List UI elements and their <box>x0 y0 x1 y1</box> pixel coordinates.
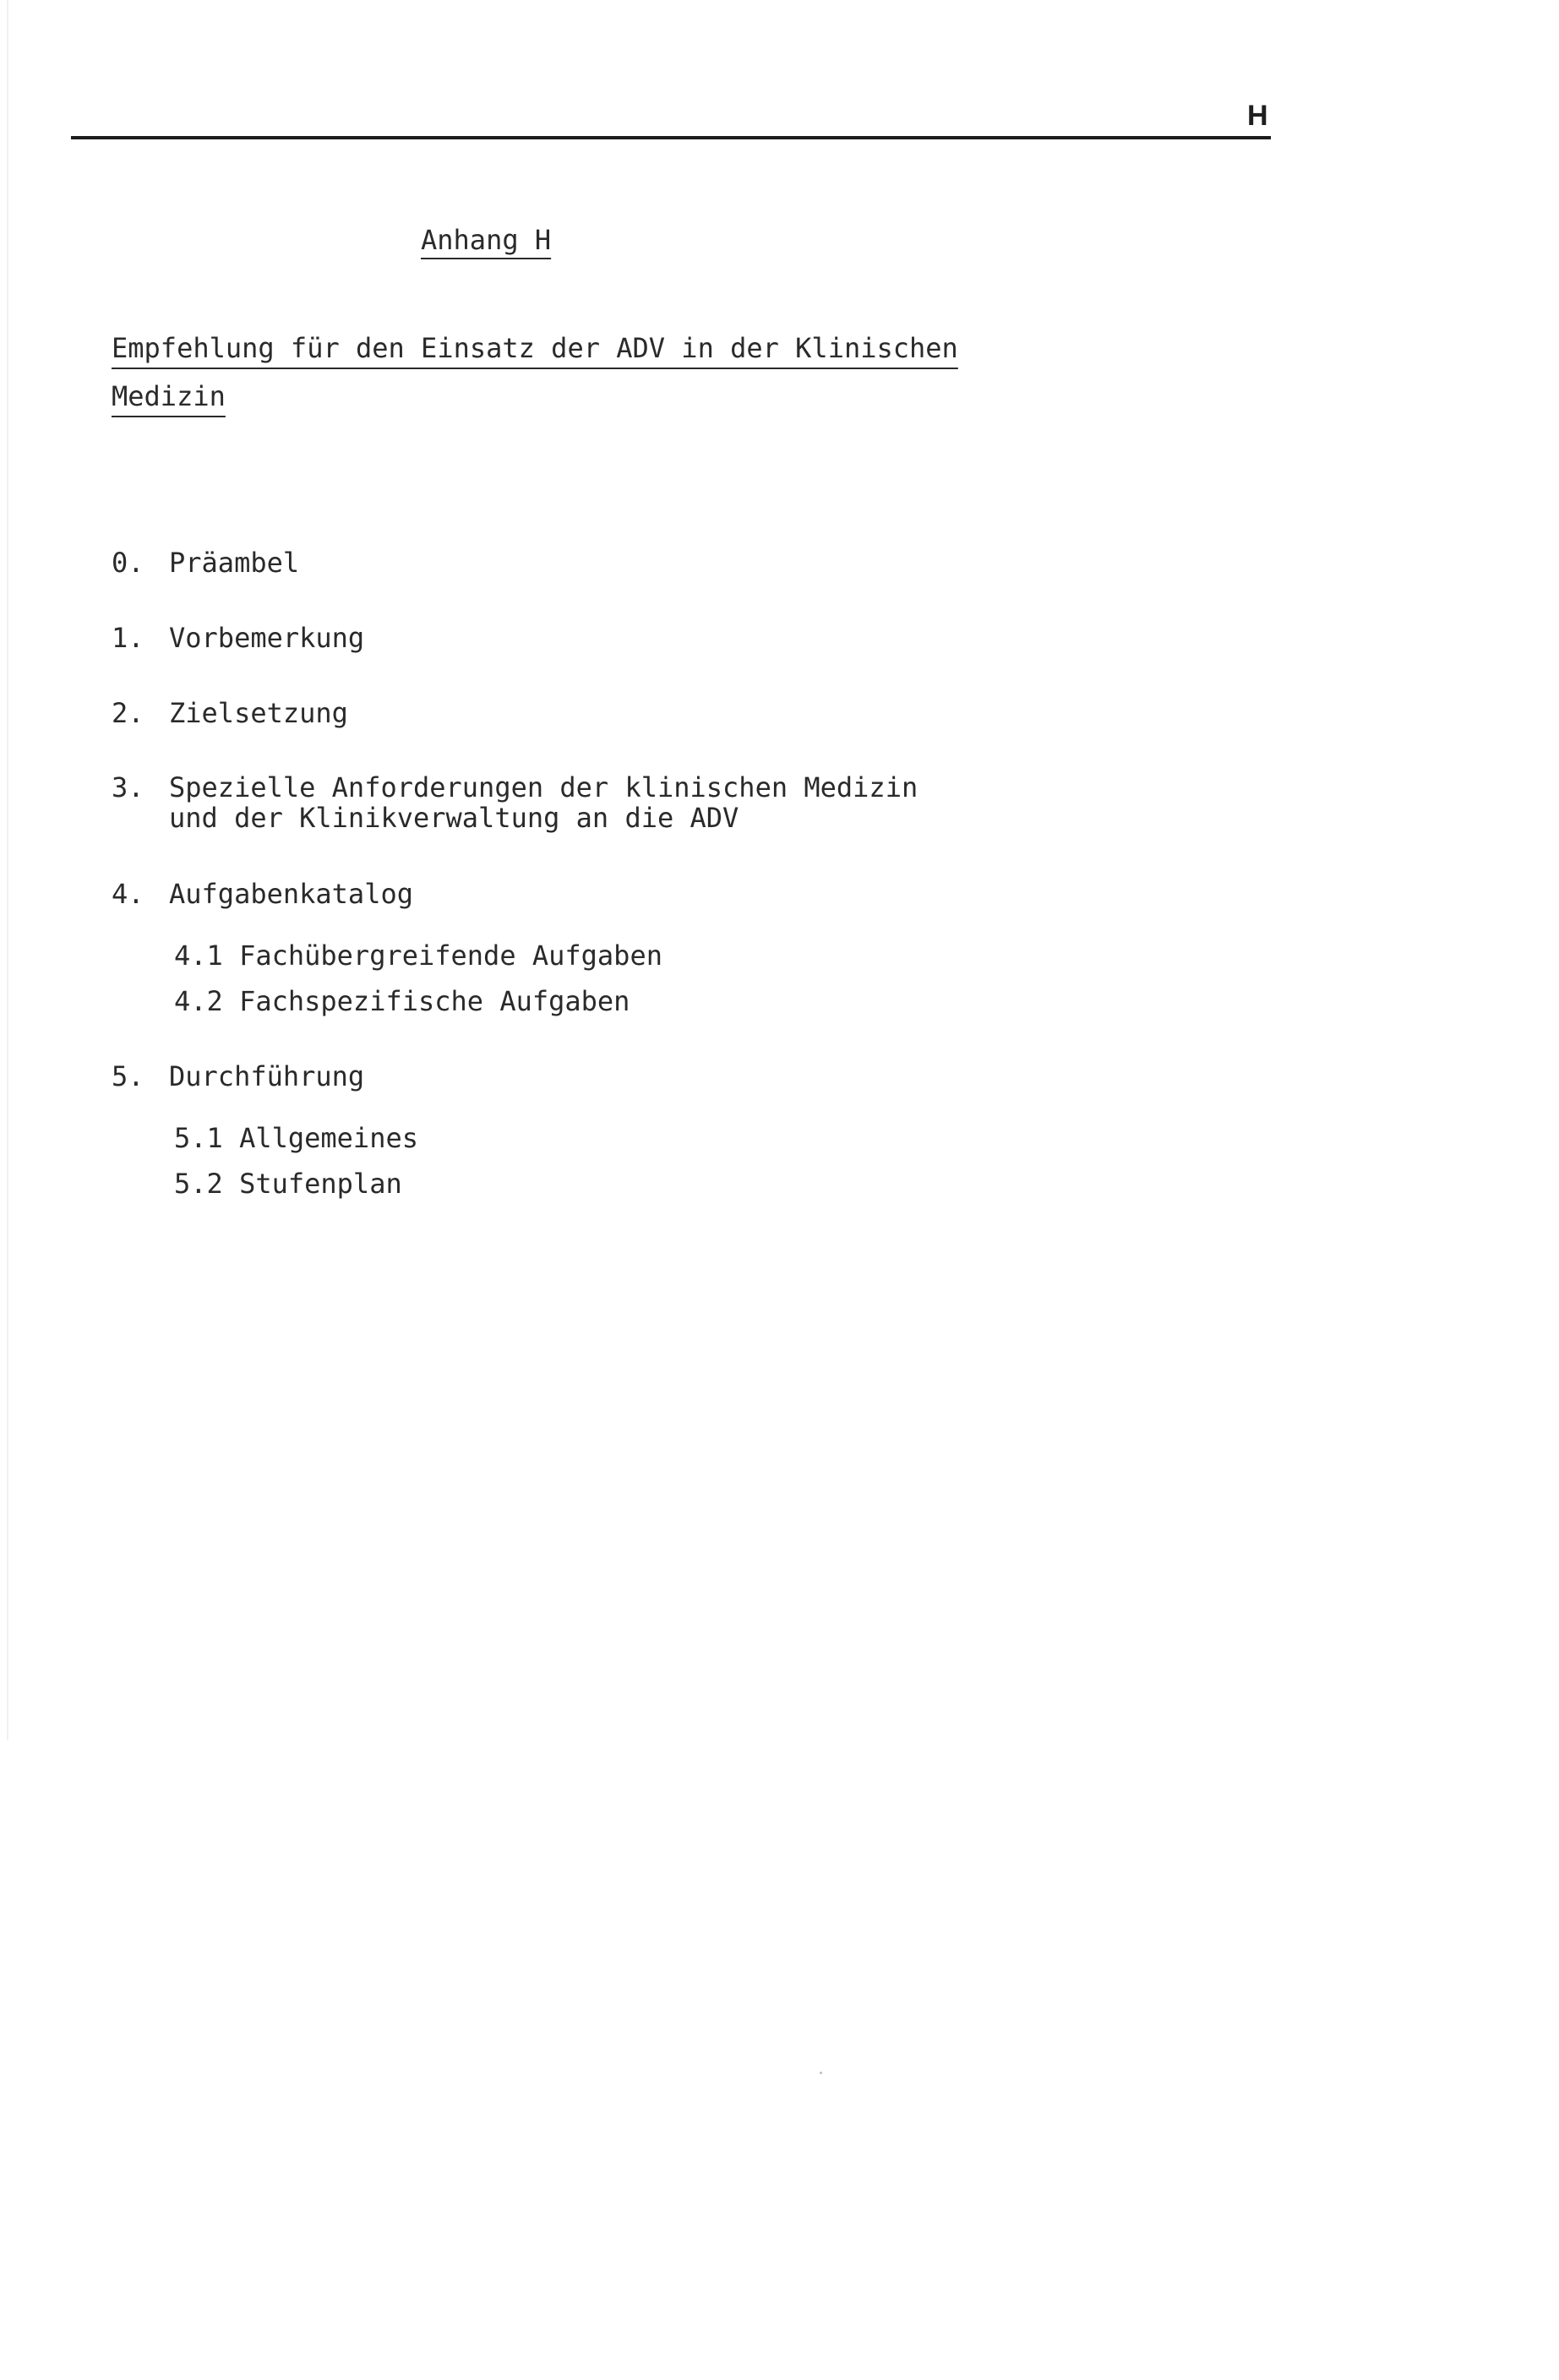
document-title-line-1: Empfehlung für den Einsatz der ADV in der Klinischen <box>112 332 958 364</box>
header-rule <box>71 136 1271 139</box>
toc-item-2 <box>112 697 348 729</box>
toc-title: Zielsetzung <box>169 697 348 729</box>
toc-subitem-4-2: 4.2 Fachspezifische Aufgaben <box>174 985 630 1017</box>
toc-title-block <box>169 771 919 834</box>
toc-item-5 <box>112 1060 365 1092</box>
scan-edge <box>7 0 8 1740</box>
toc-number: 2. <box>112 697 144 729</box>
toc-item-4 <box>112 878 413 910</box>
toc-title: Aufgabenkatalog <box>169 878 413 910</box>
toc-number: 1. <box>112 622 144 654</box>
toc-subitem-4-1: 4.1 Fachübergreifende Aufgaben <box>174 939 662 972</box>
toc-number: 0. <box>112 547 144 579</box>
running-head: H <box>1247 100 1268 132</box>
toc-title-continuation: und der Klinikverwaltung an die ADV <box>169 802 739 834</box>
toc-item-3 <box>112 771 919 834</box>
scan-speck <box>820 2072 822 2074</box>
toc-number: 4. <box>112 878 144 910</box>
toc-item-0 <box>112 547 300 579</box>
toc-subitem-5-2: 5.2 Stufenplan <box>174 1168 402 1200</box>
toc-title: Spezielle Anforderungen der klinischen Medizin <box>169 771 919 803</box>
toc-title: Durchführung <box>169 1060 365 1092</box>
toc-item-1 <box>112 622 365 654</box>
toc-title: Präambel <box>169 547 300 579</box>
document-title-line-2: Medizin <box>112 380 226 412</box>
toc-number: 3. <box>112 771 144 803</box>
annex-title: Anhang H <box>421 224 552 256</box>
toc-title: Vorbemerkung <box>169 622 365 654</box>
toc-subitem-5-1: 5.1 Allgemeines <box>174 1122 418 1154</box>
toc-number: 5. <box>112 1060 144 1092</box>
